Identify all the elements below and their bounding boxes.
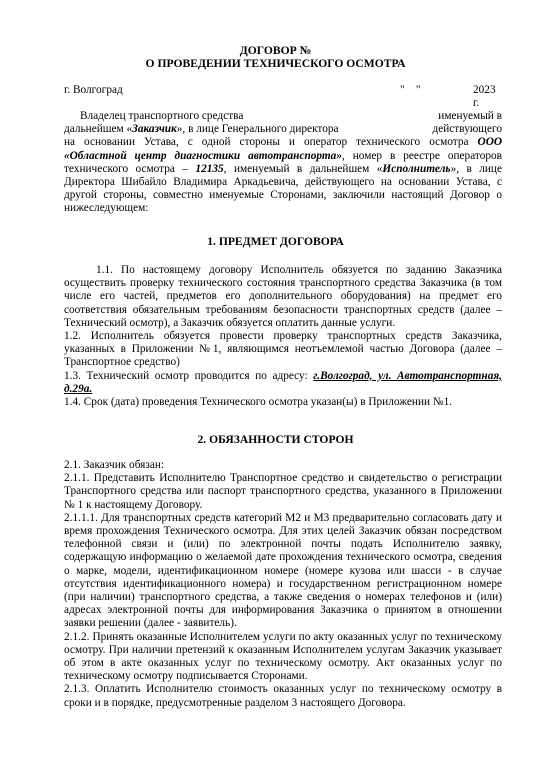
clause-1-2: 1.2. Исполнитель обязуется провести проверку транспортных средств Заказчика, указанных в Приложении №1, являющимся неотъемлемой частью Договора (далее – Транспортное средство) bbox=[64, 330, 502, 369]
intro-text: », в лице Директора Шибайло Владимира Аркадьевича, действующего на основании Устава, с другой стороны, совместно именуемые Сторонами, заключили настоящий Договор о нижеследующем: bbox=[64, 162, 502, 215]
clause-1-4: 1.4. Срок (дата) проведения Технического осмотра указан(ы) в Приложении №1. bbox=[64, 396, 453, 409]
section-1-title: 1. ПРЕДМЕТ ДОГОВОРА bbox=[207, 235, 344, 248]
clause-2-1-1-1: 2.1.1.1. Для транспортных средств категорий М2 и М3 предварительно согласовать дату и время прохождения Технического осмотра. Для этих целей Заказчик обязан посредством телефонной связи и (или) по электронной почты подать Исполнителю заявку, содержащую информацию о желаемой дате прохождения технического осмотра, сведения о марке, модели, идентификационном номере (номере кузова или шасси - в случае отсутствия идентификационного номера) и государственном регистрационном номере (при наличии) транспортного средства, а также сведения о номерах телефонов и (или) адресах электронной почты для информирования Заказчика о принятом в отношении заявки решении (далее - заявитель). bbox=[64, 511, 502, 630]
intro-acting-label: действующего bbox=[432, 123, 502, 136]
intro-owner-label: Владелец транспортного средства bbox=[80, 110, 244, 122]
section-2-body bbox=[64, 459, 502, 710]
contract-subtitle: О ПРОВЕДЕНИИ ТЕХНИЧЕСКОГО ОСМОТРА bbox=[145, 57, 406, 70]
inspection-address: г.Волгоград, ул. Автотранспортная, д.29а. bbox=[64, 369, 502, 395]
intro-text: », в лице Генерального директора bbox=[176, 123, 339, 136]
intro-text: , именуемый в дальнейшем « bbox=[223, 162, 383, 175]
clause-1-3-text: 1.3. Технический осмотр проводится по адресу: bbox=[64, 369, 314, 382]
date-day: " " bbox=[400, 84, 421, 96]
customer-term: Заказчик bbox=[132, 123, 177, 136]
registry-number: 12135 bbox=[195, 162, 224, 175]
contract-title: ДОГОВОР № bbox=[239, 44, 312, 57]
clause-1-3 bbox=[64, 370, 502, 396]
clause-2-1-1: 2.1.1. Представить Исполнителю Транспортное средство и свидетельство о регистрации Транспортного средства или паспорт транспортного средства, указанного в Приложении № 1 к настоящему Договору. bbox=[64, 472, 502, 511]
section-1-body bbox=[64, 264, 502, 409]
executor-term: Исполнитель bbox=[382, 162, 451, 175]
clause-2-1-2: 2.1.2. Принять оказанные Исполнителем услуги по акту оказанных услуг по техническому осмотру. При наличии претензий к оказанным Исполнителем услугам Заказчик указывает об этом в акте оказанных услуг по техническому осмотру. Акт оказанных услуг по техническому осмотру подписывается Сторонами. bbox=[64, 630, 502, 683]
intro-text: , номер в реестре операторов технического осмотра – bbox=[64, 149, 502, 175]
clause-2-1-3: 2.1.3. Оплатить Исполнителю стоимость оказанных услуг по техническому осмотру в сроки и в порядке, предусмотренные разделом 3 настоящего Договора. bbox=[64, 683, 502, 709]
intro-text: дальнейшем « bbox=[64, 123, 133, 136]
section-2-title: 2. ОБЯЗАННОСТИ СТОРОН bbox=[197, 433, 354, 446]
clause-1-1: 1.1. По настоящему договору Исполнитель обязуется по заданию Заказчика осуществить проверку технического состояния транспортного средства Заказчика (в том числе его частей, предметов его дополнительного оборудования) на предмет его соответствия обязательным требованиям безопасности транспортных средств (далее – Технический осмотр), а Заказчик обязуется оплатить данные услуги. bbox=[64, 264, 502, 329]
operator-name: ООО «Областной центр диагностики автотранспорта» bbox=[64, 136, 503, 162]
intro-text: на основании Устава, с одной стороны и оператор технического осмотра bbox=[64, 136, 469, 149]
intro-named-label: именуемый в bbox=[438, 110, 502, 122]
date-year: 2023 г. bbox=[473, 84, 496, 110]
city: г. Волгоград bbox=[64, 84, 123, 96]
intro-paragraph bbox=[64, 110, 502, 216]
clause-2-1: 2.1. Заказчик обязан: bbox=[64, 459, 165, 471]
